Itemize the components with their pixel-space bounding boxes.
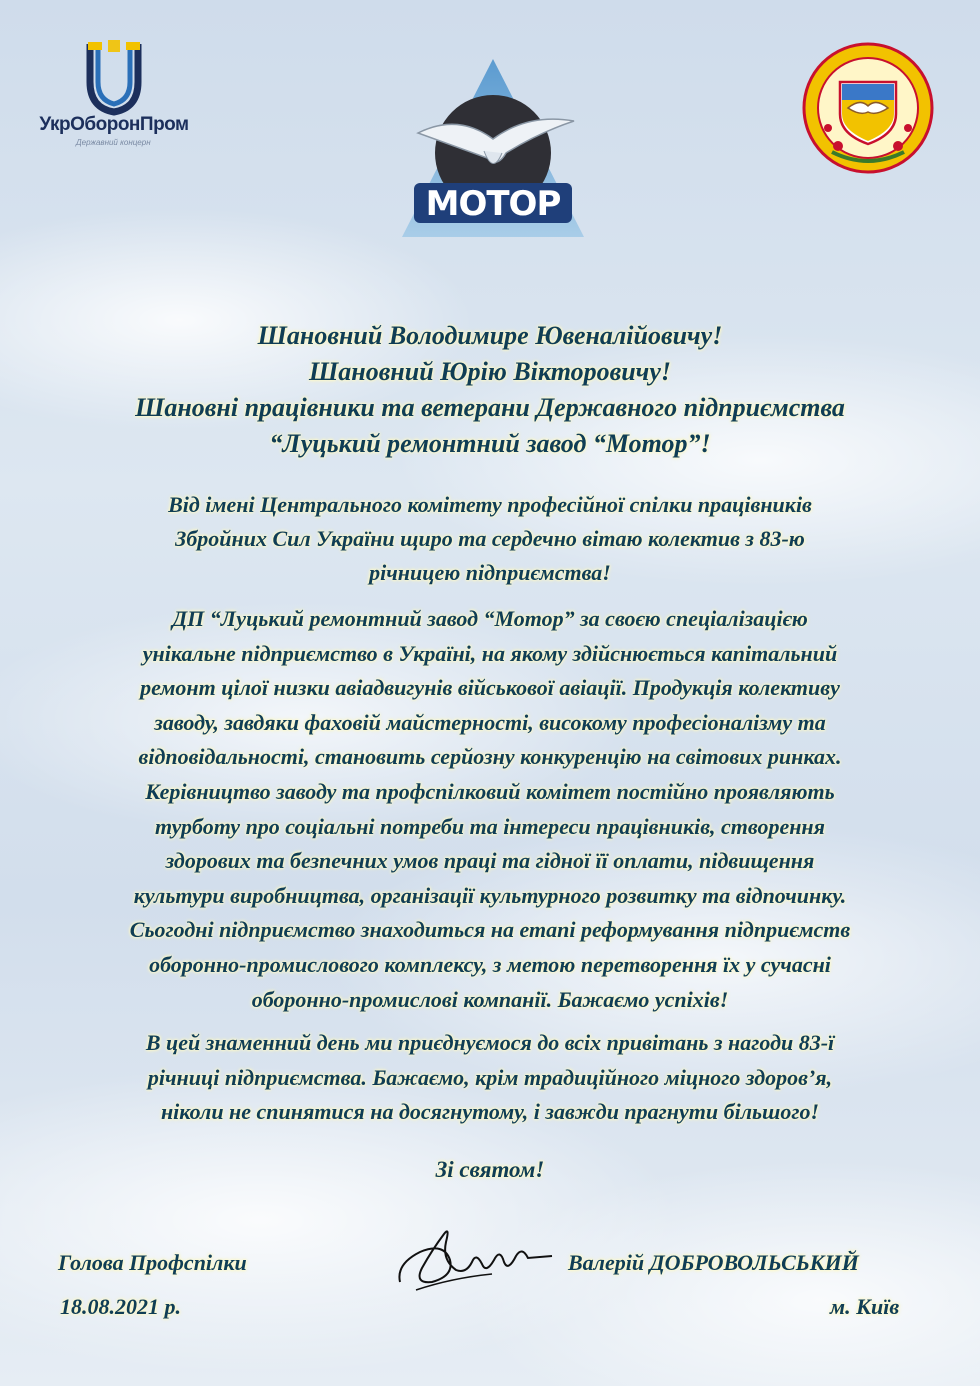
enterprise-paragraph	[60, 602, 920, 1017]
paragraph-line: відповідальності, становить серйозну конкуренцію на світових ринках.	[138, 744, 842, 770]
ukroboronprom-logo	[28, 38, 200, 158]
paragraph-line: Керівництво заводу та профспілковий комітет постійно проявляють	[145, 778, 835, 804]
paragraph-line: турботу про соціальні потреби та інтереси працівників, створення	[155, 813, 825, 839]
salutation-block	[60, 318, 920, 462]
greeting-paragraph	[60, 488, 920, 590]
paragraph-line: культури виробництва, організації культурного розвитку та відпочинку.	[133, 882, 847, 908]
paragraph-line: річницею підприємства!	[369, 560, 611, 585]
paragraph-line: здорових та безпечних умов праці та гідної її оплати, підвищення	[165, 848, 815, 874]
paragraph-line: оборонно-промислового комплексу, з метою перетворення їх у сучасні	[149, 951, 831, 977]
wishes-paragraph	[60, 1026, 920, 1130]
ukroboronprom-wordmark: УкрОборонПром	[39, 114, 189, 135]
paragraph-line: річниці підприємства. Бажаємо, крім традиційного міцного здоров’я,	[147, 1064, 833, 1090]
salutation-line: Шановний Володимире Ювеналійовичу!	[257, 321, 723, 350]
closing-line: Зі святом!	[435, 1157, 545, 1182]
paragraph-line: оборонно-промислові компанії. Бажаємо успіхів!	[251, 986, 729, 1012]
signatory-name: Валерій ДОБРОВОЛЬСЬКИЙ	[568, 1250, 859, 1275]
trade-union-logo	[802, 42, 934, 174]
signatory-position: Голова Профспілки	[58, 1250, 247, 1275]
ukroboronprom-subtitle: Державний концерн	[76, 138, 151, 147]
salutation-line: “Луцький ремонтний завод “Мотор”!	[269, 429, 711, 458]
salutation-line: Шановні працівники та ветерани Державного підприємства	[135, 393, 845, 422]
paragraph-line: унікальне підприємство в Україні, на якому здійснюється капітальний	[142, 640, 838, 666]
ukroboronprom-emblem-icon	[28, 38, 200, 118]
paragraph-line: ніколи не спинятися на досягнутому, і завжди прагнути більшого!	[160, 1099, 820, 1124]
document-city: м. Київ	[830, 1294, 900, 1319]
document-date: 18.08.2021 р.	[60, 1294, 181, 1319]
motor-wordmark: МОТОР	[425, 184, 561, 224]
paragraph-line: ДП “Луцький ремонтний завод “Мотор” за своєю спеціалізацією	[172, 606, 808, 631]
trade-union-emblem-icon	[802, 42, 934, 174]
handwritten-signature-icon	[392, 1212, 560, 1302]
paragraph-line: заводу, завдяки фаховій майстерності, високому професіоналізму та	[154, 709, 826, 735]
paragraph-line: ремонт цілої низки авіадвигунів військової авіації. Продукція колективу	[140, 675, 840, 701]
paragraph-line: Збройних Сил України щиро та сердечно вітаю колектив з 83-ю	[175, 526, 805, 551]
paragraph-line: Сьогодні підприємство знаходиться на етапі реформування підприємств	[129, 917, 851, 943]
salutation-line: Шановний Юрію Вікторовичу!	[308, 357, 671, 386]
paragraph-line: В цей знаменний день ми приєднуємося до всіх привітань з нагоди 83-ї	[145, 1030, 835, 1055]
motor-logo	[398, 55, 588, 240]
paragraph-line: Від імені Центрального комітету професійної спілки працівників	[168, 492, 812, 517]
